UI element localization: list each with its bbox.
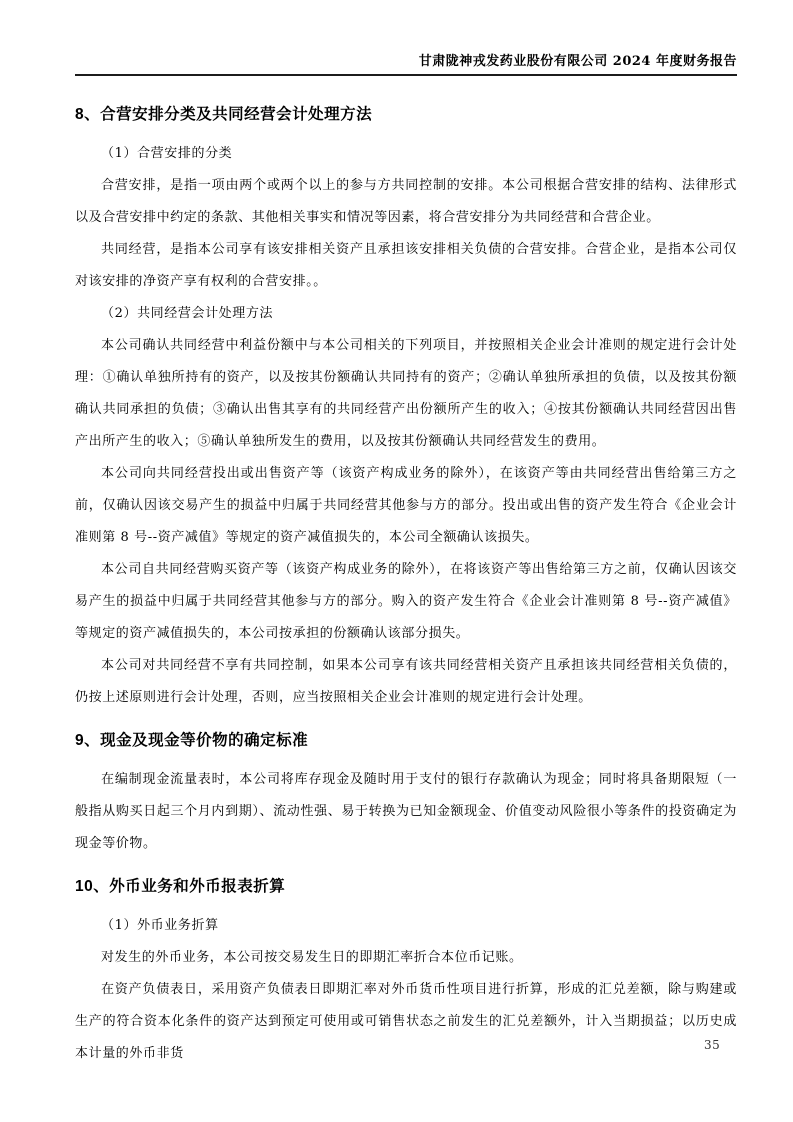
paragraph: 本公司自共同经营购买资产等（该资产构成业务的除外），在将该资产等出售给第三方之前，仅确认因该交易产生的损益中归属于共同经营其他参与方的部分。购入的资产发生符合《企业会计准则第 8 号--资产减值》等规定的资产减值损失的，本公司按承担的份额确认该部分损失。 <box>75 562 737 641</box>
paragraph: 在资产负债表日，采用资产负债表日即期汇率对外币货币性项目进行折算，形成的汇兑差额，除与购建或生产的符合资本化条件的资产达到预定可使用或可销售状态之前发生的汇兑差额外，计入当期损益；以历史成本计量的外币非货 <box>75 982 737 1061</box>
subheading-8-2: （2）共同经营会计处理方法 <box>101 306 274 321</box>
paragraph: 本公司向共同经营投出或出售资产等（该资产构成业务的除外），在该资产等由共同经营出售给第三方之前，仅确认因该交易产生的损益中归属于共同经营其他参与方的部分。投出或出售的资产发生符合《企业会计准则第 8 号--资产减值》等规定的资产减值损失的，本公司全额确认该损失。 <box>75 466 737 545</box>
paragraph: 在编制现金流量表时，本公司将库存现金及随时用于支付的银行存款确认为现金；同时将具备期限短（一般指从购买日起三个月内到期）、流动性强、易于转换为已知金额现金、价值变动风险很小等条件的投资确定为现金等价物。 <box>75 772 737 851</box>
section-joint-arrangements <box>75 104 737 714</box>
paragraph: 合营安排，是指一项由两个或两个以上的参与方共同控制的安排。本公司根据合营安排的结构、法律形式以及合营安排中约定的条款、其他相关事实和情况等因素，将合营安排分为共同经营和合营企业。 <box>75 178 737 225</box>
report-header-title: 甘肃陇神戎发药业股份有限公司 2024 年度财务报告 <box>418 54 737 69</box>
page-number: 35 <box>704 1038 721 1052</box>
page-content <box>75 88 737 1070</box>
page-header <box>75 50 737 76</box>
subheading-10-1: （1）外币业务折算 <box>101 918 219 933</box>
section-heading-10: 10、外币业务和外币报表折算 <box>75 878 286 895</box>
section-foreign-currency <box>75 876 737 1070</box>
section-cash-equivalents <box>75 730 737 860</box>
section-heading-9: 9、现金及现金等价物的确定标准 <box>75 732 309 749</box>
paragraph: 共同经营，是指本公司享有该安排相关资产且承担该安排相关负债的合营安排。合营企业，是指本公司仅对该安排的净资产享有权利的合营安排。。 <box>75 242 737 289</box>
paragraph: 对发生的外币业务，本公司按交易发生日的即期汇率折合本位币记账。 <box>101 950 523 965</box>
subheading-8-1: （1）合营安排的分类 <box>101 146 233 161</box>
section-heading-8: 8、合营安排分类及共同经营会计处理方法 <box>75 106 373 123</box>
paragraph: 本公司对共同经营不享有共同控制，如果本公司享有该共同经营相关资产且承担该共同经营相关负债的，仍按上述原则进行会计处理，否则，应当按照相关企业会计准则的规定进行会计处理。 <box>75 658 737 705</box>
paragraph: 本公司确认共同经营中利益份额中与本公司相关的下列项目，并按照相关企业会计准则的规定进行会计处理：①确认单独所持有的资产，以及按其份额确认共同持有的资产；②确认单独所承担的负债，以及按其份额确认共同承担的负债；③确认出售其享有的共同经营产出份额所产生的收入；④按其份额确认共同经营因出售产出所产生的收入；⑤确认单独所发生的费用，以及按其份额确认共同经营发生的费用。 <box>75 338 737 449</box>
